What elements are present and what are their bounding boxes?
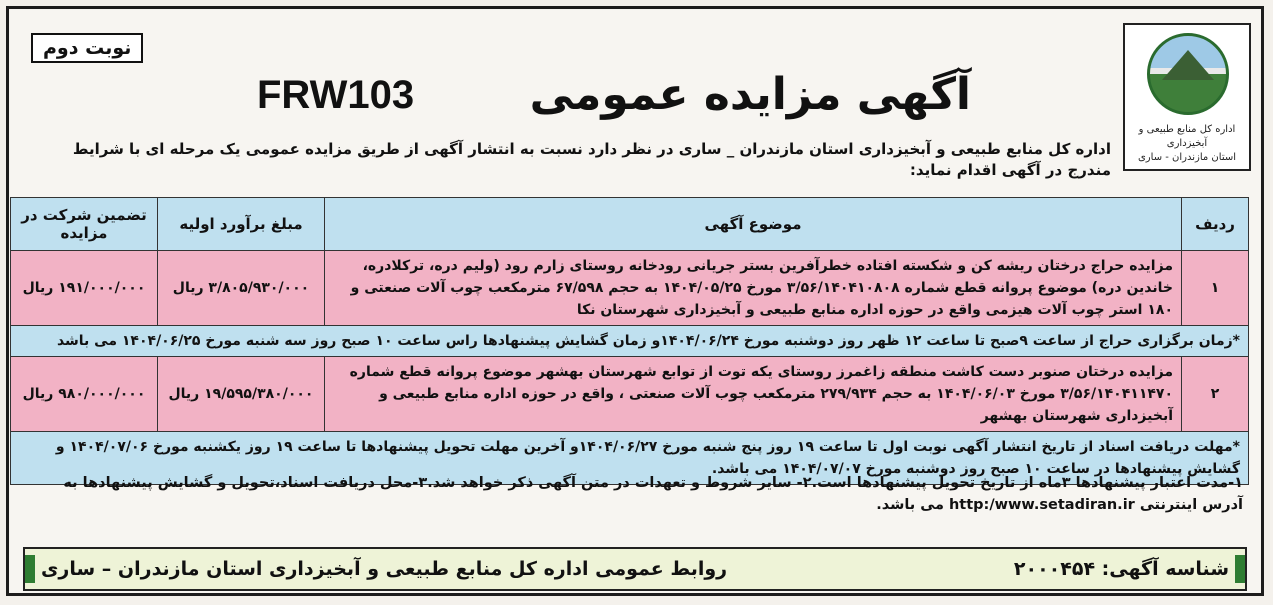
table-header-row [11,198,1249,251]
header-subject: موضوع آگهی [325,198,1182,251]
publisher: روابط عمومی اداره کل منابع طبیعی و آبخیزداری استان مازندران – ساری [41,558,728,580]
intro-text: اداره کل منابع طبیعی و آبخیزداری استان مازندران _ ساری در نظر دارد نسبت به انتشار آگهی از طریق مزایده عمومی یک مرحله ای با شرایط مندرج در آگهی اقدام نماید: [72,140,1111,179]
row-price: ۱۹/۵۹۵/۳۸۰/۰۰۰ ریال [158,357,325,432]
note-1: *زمان برگزاری حراج از ساعت ۹صبح تا ساعت ۱۲ ظهر روز دوشنبه مورخ ۱۴۰۴/۰۶/۲۴و زمان گشایش پیشنهادها راس ساعت ۱۰ صبح روز سه شنبه مورخ ۱۴۰۴/۰۶/۲۵ می باشد [11,326,1249,357]
row-subject: مزایده حراج درختان ریشه کن و شکسته افتاده خطرآفرین بستر جریانی رودخانه روستای زارم رود (ولیم دره، ترکلادره، خاندین دره) موضوع پروانه قطع شماره ۳/۵۶/۱۴۰۴۱۰۸۰۸ مورخ ۱۴۰۴/۰۵/۲۵ به حجم ۶۷/۵۹۸ مترمکعب چوب آلات صنعتی و ۱۸۰ استر چوب آلات هیزمی واقع در حوزه اداره منابع طبیعی و آبخیزداری شهرستان نکا [325,251,1182,326]
bottom-bar [23,547,1247,591]
logo-caption-line2: استان مازندران - ساری [1137,152,1236,163]
row-idx: ۲ [1182,357,1249,432]
row-guarantee: ۹۸۰/۰۰۰/۰۰۰ ریال [11,357,158,432]
bar-stripe-left [25,555,35,583]
footnote-body: ۱-مدت اعتبار پیشنهادها ۳ماه از تاریخ تحویل پیشنهادها است.۲- سایر شروط و تعهدات در متن آگهی ذکر خواهد شد.۳-محل دریافت اسناد،تحویل و گشایش پیشنهادها به آدرس اینترنتی http:/www.setadiran.ir می باشد. [63,475,1243,513]
table-note-row [11,326,1249,357]
bar-stripe-right [1235,555,1245,583]
ad-id: شناسه آگهی: ۲۰۰۰۴۵۴ [1013,558,1229,580]
table-row [11,357,1249,432]
ad-frame [6,6,1264,596]
note-2: *مهلت دریافت اسناد از تاریخ انتشار آگهی نوبت اول تا ساعت ۱۹ روز پنج شنبه مورخ ۱۴۰۴/۰۶/۲۷و آخرین مهلت تحویل پیشنهادها تا ساعت ۱۹ روز یکشنبه مورخ ۱۴۰۴/۰۷/۰۶ و گشایش پیشنهادها در ساعت ۱۰ صبح روز دوشنبه مورخ ۱۴۰۴/۰۷/۰۷ می باشد. [11,432,1249,485]
row-guarantee: ۱۹۱/۰۰۰/۰۰۰ ریال [11,251,158,326]
logo-caption [1129,123,1245,165]
logo-caption-line1: اداره کل منابع طبیعی و آبخیزداری [1138,124,1236,149]
header-price: مبلغ برآورد اولیه [158,198,325,251]
row-price: ۳/۸۰۵/۹۳۰/۰۰۰ ریال [158,251,325,326]
table-row [11,251,1249,326]
row-idx: ۱ [1182,251,1249,326]
row-subject: مزایده درختان صنوبر دست کاشت منطقه زاغمرز روستای یکه توت از توابع شهرستان بهشهر موضوع پروانه قطع شماره ۳/۵۶/۱۴۰۴۱۱۴۷۰ مورخ ۱۴۰۴/۰۶/۰۳ به حجم ۲۷۹/۹۳۴ مترمکعب چوب آلات صنعتی ، واقع در حوزه اداره منابع طبیعی و آبخیزداری شهرستان بهشهر [325,357,1182,432]
footnote-text [27,472,1243,516]
header-guarantee: تضمین شرکت در مزایده [11,198,158,251]
header-idx: ردیف [1182,198,1249,251]
ad-code: FRW103 [257,73,415,117]
organization-logo-icon [1147,33,1229,115]
page-title: آگهی مزایده عمومی [529,69,971,120]
auction-table [10,197,1249,485]
round-badge: نوبت دوم [31,33,143,63]
logo-box [1123,23,1251,171]
